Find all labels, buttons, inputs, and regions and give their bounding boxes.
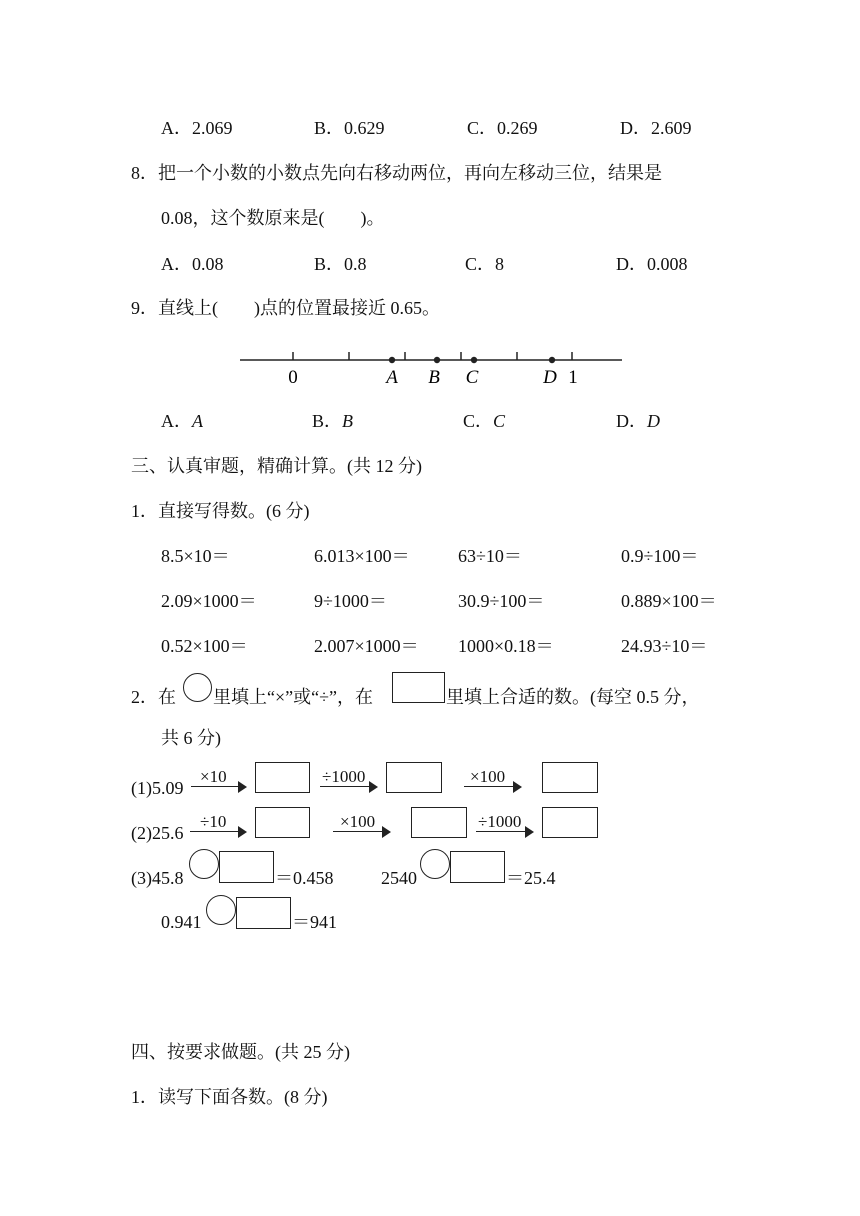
- q7-option-a: A．2.069: [161, 118, 233, 138]
- label-c: C: [465, 367, 479, 388]
- s4-q1-title: 1．读写下面各数。(8 分): [131, 1087, 328, 1107]
- arrow: [464, 781, 522, 793]
- calc-item: 24.93÷10＝: [621, 636, 708, 656]
- calc-item: 30.9÷100＝: [458, 591, 545, 611]
- s3-q1-title: 1．直接写得数。(6 分): [131, 501, 310, 521]
- section4-title: 四、按要求做题。(共 25 分): [131, 1042, 350, 1062]
- q8-option-d: D．0.008: [616, 254, 688, 274]
- q8-option-a: A．0.08: [161, 254, 224, 274]
- eq-a-result: ＝0.458: [275, 868, 334, 888]
- chain2-start: (2)25.6: [131, 823, 184, 843]
- answer-box[interactable]: [542, 762, 598, 793]
- eq-b-start: 2540: [381, 868, 417, 888]
- answer-box[interactable]: [255, 807, 310, 838]
- arrow: [190, 826, 247, 838]
- q7-option-c: C．0.269: [467, 118, 538, 138]
- q9-option-d: D．D: [616, 411, 660, 431]
- arrow: [476, 826, 534, 838]
- q8-option-c: C．8: [465, 254, 505, 274]
- q8-text-line1: 8．把一个小数的小数点先向右移动两位，再向左移动三位，结果是: [131, 163, 662, 183]
- eq-b-result: ＝25.4: [506, 868, 556, 888]
- label-1: 1: [568, 367, 578, 388]
- eq-a-start: (3)45.8: [131, 868, 184, 888]
- calc-item: 8.5×10＝: [161, 546, 230, 566]
- number-line-figure: [230, 340, 630, 392]
- section3-title: 三、认真审题，精确计算。(共 12 分): [131, 456, 422, 476]
- q8-text-line2: 0.08，这个数原来是( )。: [161, 208, 385, 228]
- chain1-start: (1)5.09: [131, 778, 184, 798]
- calc-item: 1000×0.18＝: [458, 636, 554, 656]
- q9-option-b: B．B: [312, 411, 354, 431]
- answer-box[interactable]: [450, 851, 505, 883]
- label-b: B: [428, 367, 440, 388]
- calc-item: 0.9÷100＝: [621, 546, 699, 566]
- chain1-op2: ÷1000: [322, 767, 366, 786]
- q8-option-b: B．0.8: [314, 254, 367, 274]
- s3-q2-prefix: 2．在: [131, 687, 176, 707]
- point-a: [389, 357, 395, 363]
- operator-circle[interactable]: [206, 895, 236, 925]
- s3-q2-mid2: 里填上合适的数。(每空 0.5 分，: [446, 687, 700, 707]
- operator-circle-example: [183, 673, 212, 702]
- label-0: 0: [288, 367, 298, 388]
- point-b: [434, 357, 440, 363]
- eq-c-result: ＝941: [292, 912, 337, 932]
- answer-box[interactable]: [386, 762, 442, 793]
- point-d: [549, 357, 555, 363]
- answer-box[interactable]: [236, 897, 291, 929]
- q7-option-b: B．0.629: [314, 118, 385, 138]
- answer-box[interactable]: [219, 851, 274, 883]
- label-a: A: [386, 367, 398, 388]
- arrow: [333, 826, 391, 838]
- arrow: [191, 781, 247, 793]
- answer-box[interactable]: [411, 807, 467, 838]
- chain2-op3: ÷1000: [478, 812, 522, 831]
- calc-item: 6.013×100＝: [314, 546, 410, 566]
- operator-circle[interactable]: [189, 849, 219, 879]
- calc-item: 63÷10＝: [458, 546, 522, 566]
- chain1-op1: ×10: [200, 767, 227, 786]
- eq-c-start: 0.941: [161, 912, 202, 932]
- calc-item: 0.889×100＝: [621, 591, 717, 611]
- answer-box[interactable]: [542, 807, 598, 838]
- calc-item: 9÷1000＝: [314, 591, 387, 611]
- answer-box-example: [392, 672, 445, 703]
- calc-item: 2.09×1000＝: [161, 591, 257, 611]
- q9-option-c: C．C: [463, 411, 506, 431]
- calc-item: 2.007×1000＝: [314, 636, 419, 656]
- q9-option-a: A．A: [161, 411, 203, 431]
- label-d: D: [543, 367, 557, 388]
- q7-option-d: D．2.609: [620, 118, 692, 138]
- point-c: [471, 357, 477, 363]
- s3-q2-line2: 共 6 分): [161, 728, 221, 748]
- chain1-op3: ×100: [470, 767, 506, 786]
- calc-item: 0.52×100＝: [161, 636, 248, 656]
- answer-box[interactable]: [255, 762, 310, 793]
- s3-q2-mid1: 里填上“×”或“÷”，在: [213, 687, 373, 707]
- arrow: [320, 781, 378, 793]
- chain2-op2: ×100: [340, 812, 376, 831]
- operator-circle[interactable]: [420, 849, 450, 879]
- q9-text: 9．直线上( )点的位置最接近 0.65。: [131, 298, 440, 318]
- chain2-op1: ÷10: [200, 812, 227, 831]
